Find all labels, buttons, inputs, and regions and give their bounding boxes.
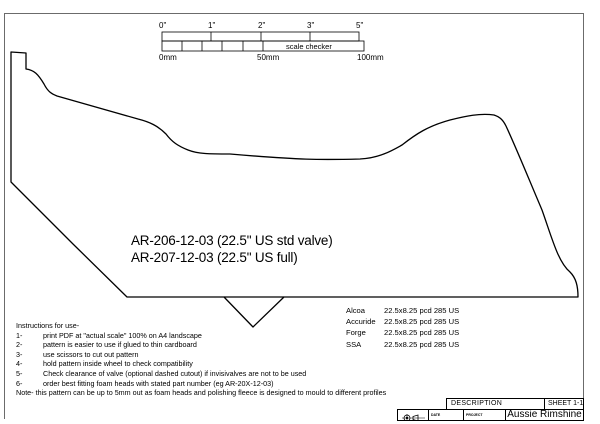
instruction-step: 4- hold pattern inside wheel to check compatibility <box>16 359 193 369</box>
wheel-spec-row: Forge 22.5x8.25 pcd 285 US <box>346 328 460 338</box>
scale-label-0in: 0" <box>159 21 167 30</box>
scale-label-2in: 2" <box>258 21 266 30</box>
rim-profile-outline <box>11 52 578 327</box>
instructions-note: Note- this pattern can be up to 5mm out as foam heads and polishing fleece is designed to mould to different profiles <box>16 388 387 398</box>
wheel-spec-row: Alcoa 22.5x8.25 pcd 285 US <box>346 306 460 315</box>
instruction-step: 5- Check clearance of valve (optional dashed cutout) if invisivalves are not to be used <box>16 368 307 378</box>
scale-checker-caption: scale checker <box>286 42 332 51</box>
instruction-step: 3- use scissors to cut out pattern <box>16 349 139 359</box>
wheel-spec-row: SSA 22.5x8.25 pcd 285 US <box>346 339 460 349</box>
part-number-std-valve: AR-206-12-03 (22.5" US std valve) <box>131 233 333 248</box>
sheet-cell: SHEET 1-1 <box>544 398 584 410</box>
project-name-cell: Aussie Rimshine <box>505 409 584 421</box>
instructions-block <box>16 321 386 398</box>
instruction-step: 1- print PDF at "actual scale" 100% on A4 landscape <box>16 330 202 340</box>
wheel-spec-row: Accuride 22.5x8.25 pcd 285 US <box>346 317 460 327</box>
scale-label-5in: 5" <box>356 21 364 30</box>
scale-label-3in: 3" <box>307 21 315 30</box>
scale-label-50mm: 50mm <box>257 53 280 62</box>
instructions-title: Instructions for use- <box>16 321 80 330</box>
date-cell: DATE <box>428 409 464 421</box>
instruction-step: 2- pattern is easier to use if glued to thin cardboard <box>16 340 197 350</box>
scale-bar <box>162 32 364 51</box>
scale-label-100mm: 100mm <box>357 53 384 62</box>
part-number-full: AR-207-12-03 (22.5" US full) <box>131 250 298 265</box>
scale-label-1in: 1" <box>208 21 216 30</box>
scale-label-0mm: 0mm <box>159 53 177 62</box>
project-label-cell: PROJECT <box>463 409 506 421</box>
description-cell: DESCRIPTION <box>446 398 545 410</box>
wheel-spec-list <box>346 305 459 350</box>
instruction-step: 6- order best fitting foam heads with stated part number (eg AR-20X-12-03) <box>16 378 274 388</box>
